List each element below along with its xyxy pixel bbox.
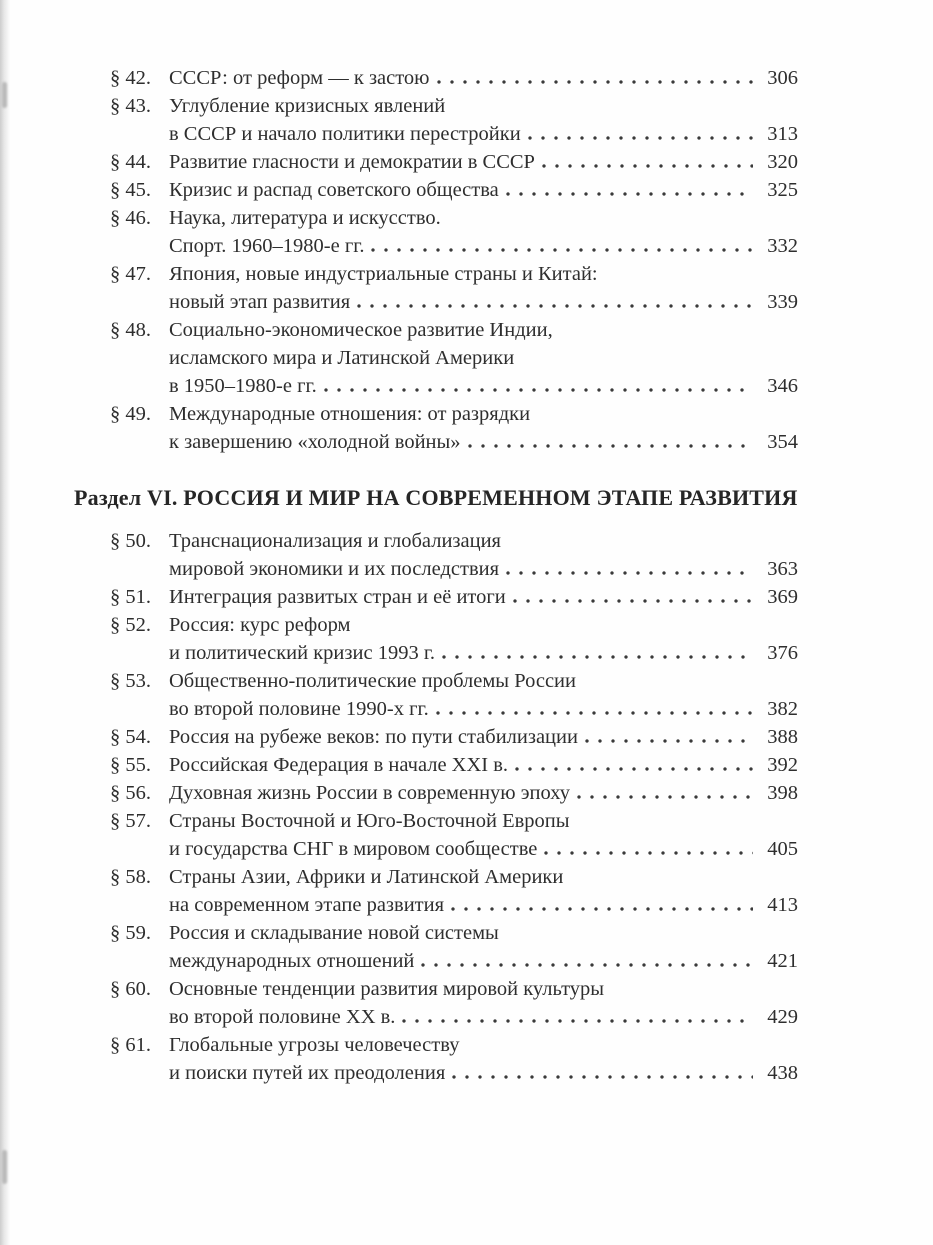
- entry-title-line: во второй половине XX в.: [169, 1006, 396, 1028]
- dot-leader: [371, 248, 753, 252]
- entry-number: § 45.: [110, 179, 151, 201]
- entry-title-line: новый этап развития: [169, 291, 351, 313]
- entry-title-line: Россия и складывание новой системы: [169, 922, 499, 944]
- toc-entry-line: [110, 316, 798, 344]
- toc-entry-line: [110, 947, 798, 975]
- entry-number: § 50.: [110, 530, 151, 552]
- dot-leader: [515, 767, 753, 771]
- toc-entry-line: [110, 611, 798, 639]
- entry-number: § 49.: [110, 403, 151, 425]
- dot-leader: [402, 1019, 753, 1023]
- scan-artifact: [2, 82, 7, 108]
- entry-number: § 47.: [110, 263, 151, 285]
- entry-title-line: и поиски путей их преодоления: [169, 1062, 446, 1084]
- toc-entry-line: [110, 400, 798, 428]
- entry-title-line: во второй половине 1990-х гг.: [169, 698, 429, 720]
- entry-number: § 43.: [110, 95, 151, 117]
- toc-entry: [110, 1031, 798, 1087]
- dot-leader: [357, 304, 753, 308]
- toc-entry: [110, 176, 798, 204]
- entry-number: § 57.: [110, 810, 151, 832]
- page-number: 429: [767, 1006, 798, 1028]
- toc-entry-line: [110, 667, 798, 695]
- toc-entry-line: [110, 639, 798, 667]
- page-number: 438: [767, 1062, 798, 1084]
- toc-entry-line: [110, 1003, 798, 1031]
- entry-title-line: Наука, литература и искусство.: [169, 207, 441, 229]
- page-number: 376: [767, 642, 798, 664]
- toc-entry-line: [110, 232, 798, 260]
- toc-entry-line: [110, 120, 798, 148]
- entry-title-line: в 1950–1980-е гг.: [169, 375, 317, 397]
- entry-title-line: к завершению «холодной войны»: [169, 431, 461, 453]
- entry-number: § 56.: [110, 782, 151, 804]
- toc-entry: [110, 148, 798, 176]
- toc-entry: [110, 527, 798, 583]
- entry-title-line: международных отношений: [169, 950, 415, 972]
- toc-entry-line: [110, 835, 798, 863]
- toc-entry: [110, 92, 798, 148]
- toc-entry-line: [110, 428, 798, 456]
- entry-number: § 55.: [110, 754, 151, 776]
- entry-number: § 58.: [110, 866, 151, 888]
- entry-number: § 46.: [110, 207, 151, 229]
- dot-leader: [528, 136, 753, 140]
- toc-entry: [110, 751, 798, 779]
- toc-entry-line: [110, 555, 798, 583]
- page-edge-shadow: [0, 0, 10, 1245]
- toc-entry-line: [110, 695, 798, 723]
- entry-number: § 52.: [110, 614, 151, 636]
- toc-entry-line: [110, 863, 798, 891]
- toc-entry: [110, 64, 798, 92]
- entry-title-line: и государства СНГ в мировом сообществе: [169, 838, 538, 860]
- toc-entry: [110, 583, 798, 611]
- toc-entry-line: [110, 891, 798, 919]
- dot-leader: [544, 851, 753, 855]
- toc-entry-line: [110, 527, 798, 555]
- toc-entry-line: [110, 372, 798, 400]
- dot-leader: [451, 907, 753, 911]
- page-number: 398: [767, 782, 798, 804]
- toc-entry-line: [110, 1059, 798, 1087]
- toc-entry: [110, 779, 798, 807]
- entry-title-line: Социально-экономическое развитие Индии,: [169, 319, 553, 341]
- entry-title-line: на современном этапе развития: [169, 894, 445, 916]
- entry-number: § 44.: [110, 151, 151, 173]
- dot-leader: [506, 571, 753, 575]
- page-number: 421: [767, 950, 798, 972]
- entry-number: § 48.: [110, 319, 151, 341]
- dot-leader: [468, 444, 753, 448]
- entry-title-line: Интеграция развитых стран и её итоги: [169, 586, 506, 608]
- entry-title-line: Кризис и распад советского общества: [169, 179, 499, 201]
- toc-entry-line: [110, 583, 798, 611]
- page-number: 413: [767, 894, 798, 916]
- entry-title-line: и политический кризис 1993 г.: [169, 642, 436, 664]
- toc-entry-line: [110, 288, 798, 316]
- dot-leader: [436, 711, 753, 715]
- toc-entry: [110, 611, 798, 667]
- page-number: 405: [767, 838, 798, 860]
- dot-leader: [585, 739, 753, 743]
- entry-number: § 59.: [110, 922, 151, 944]
- toc-entry-line: [110, 204, 798, 232]
- toc-entry-line: [110, 807, 798, 835]
- toc-entry-line: [110, 751, 798, 779]
- toc-entry-line: [110, 64, 798, 92]
- entry-title-line: Международные отношения: от разрядки: [169, 403, 531, 425]
- entry-number: § 42.: [110, 67, 151, 89]
- toc-entry-line: [110, 779, 798, 807]
- dot-leader: [577, 795, 753, 799]
- table-of-contents: [74, 64, 798, 1087]
- toc-entry-line: [110, 344, 798, 372]
- entry-title-line: Страны Азии, Африки и Латинской Америки: [169, 866, 564, 888]
- dot-leader: [452, 1075, 753, 1079]
- toc-entry: [110, 260, 798, 316]
- page-number: 354: [767, 431, 798, 453]
- dot-leader: [506, 192, 753, 196]
- entry-title-line: Япония, новые индустриальные страны и Китай:: [169, 263, 598, 285]
- entry-number: § 51.: [110, 586, 151, 608]
- entry-number: § 60.: [110, 978, 151, 1000]
- entry-title-line: Страны Восточной и Юго-Восточной Европы: [169, 810, 570, 832]
- toc-entry: [110, 667, 798, 723]
- toc-entry-line: [110, 723, 798, 751]
- page-number: 320: [767, 151, 798, 173]
- entry-title-line: в СССР и начало политики перестройки: [169, 123, 521, 145]
- entry-title-line: Глобальные угрозы человечеству: [169, 1034, 460, 1056]
- toc-entry: [110, 863, 798, 919]
- toc-list-part2: [110, 527, 798, 1087]
- toc-entry: [110, 723, 798, 751]
- entry-number: § 54.: [110, 726, 151, 748]
- dot-leader: [513, 599, 753, 603]
- toc-entry-line: [110, 975, 798, 1003]
- entry-number: § 53.: [110, 670, 151, 692]
- section-header: Раздел VI. РОССИЯ И МИР НА СОВРЕМЕННОМ ЭТАПЕ РАЗВИТИЯ: [74, 485, 798, 510]
- toc-entry: [110, 316, 798, 400]
- entry-title-line: Спорт. 1960–1980-е гг.: [169, 235, 365, 257]
- toc-entry-line: [110, 1031, 798, 1059]
- page-number: 369: [767, 586, 798, 608]
- page-number: 313: [767, 123, 798, 145]
- page-number: 339: [767, 291, 798, 313]
- toc-entry-line: [110, 260, 798, 288]
- page-number: 346: [767, 375, 798, 397]
- entry-title-line: СССР: от реформ — к застою: [169, 67, 430, 89]
- toc-entry: [110, 919, 798, 975]
- toc-entry: [110, 400, 798, 456]
- dot-leader: [324, 388, 753, 392]
- entry-title-line: Развитие гласности и демократии в СССР: [169, 151, 535, 173]
- toc-entry-line: [110, 148, 798, 176]
- page-number: 332: [767, 235, 798, 257]
- page-number: 382: [767, 698, 798, 720]
- dot-leader: [421, 963, 753, 967]
- page-number: 306: [767, 67, 798, 89]
- dot-leader: [542, 164, 753, 168]
- scan-artifact: [2, 1150, 7, 1184]
- entry-title-line: Углубление кризисных явлений: [169, 95, 446, 117]
- toc-entry: [110, 807, 798, 863]
- entry-title-line: Россия на рубеже веков: по пути стабилизации: [169, 726, 578, 748]
- page-number: 388: [767, 726, 798, 748]
- entry-number: § 61.: [110, 1034, 151, 1056]
- dot-leader: [442, 655, 753, 659]
- toc-entry: [110, 975, 798, 1031]
- page-number: 392: [767, 754, 798, 776]
- page-number: 325: [767, 179, 798, 201]
- toc-entry-line: [110, 176, 798, 204]
- entry-title-line: Российская Федерация в начале XXI в.: [169, 754, 509, 776]
- toc-entry: [110, 204, 798, 260]
- page-number: 363: [767, 558, 798, 580]
- dot-leader: [437, 80, 754, 84]
- toc-entry-line: [110, 919, 798, 947]
- toc-list-part1: [110, 64, 798, 456]
- entry-title-line: Россия: курс реформ: [169, 614, 351, 636]
- toc-entry-line: [110, 92, 798, 120]
- entry-title-line: Общественно-политические проблемы России: [169, 670, 576, 692]
- entry-title-line: Основные тенденции развития мировой культуры: [169, 978, 605, 1000]
- entry-title-line: Духовная жизнь России в современную эпоху: [169, 782, 570, 804]
- entry-title-line: исламского мира и Латинской Америки: [169, 347, 515, 369]
- entry-title-line: Транснационализация и глобализация: [169, 530, 501, 552]
- entry-title-line: мировой экономики и их последствия: [169, 558, 500, 580]
